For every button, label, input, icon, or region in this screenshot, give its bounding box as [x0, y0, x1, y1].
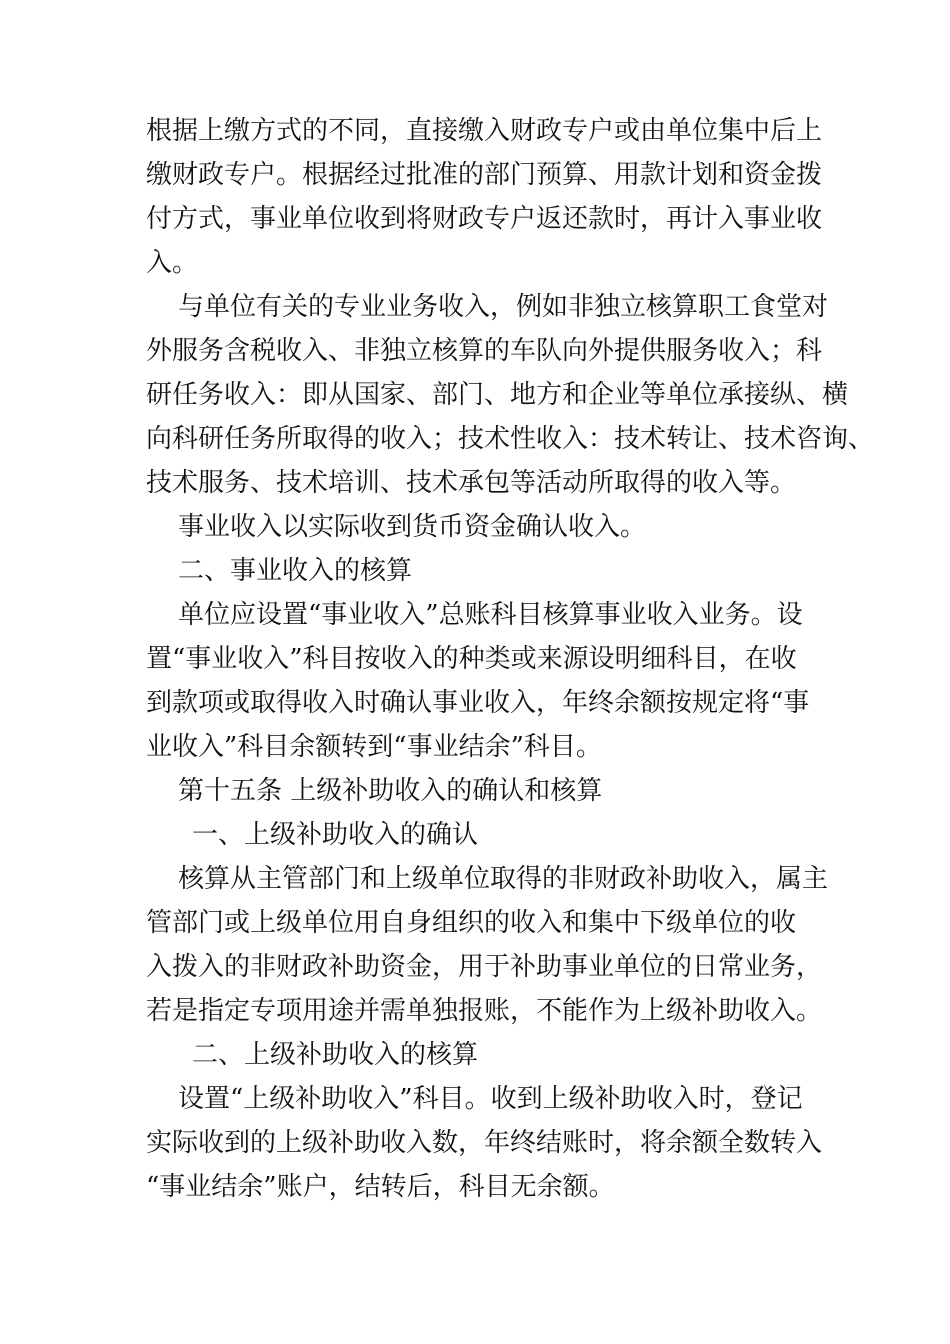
text-line: 事业收入以实际收到货币资金确认收入。 — [178, 512, 647, 542]
text-line: 入拨入的非财政补助资金，用于补助事业单位的日常业务， — [146, 952, 823, 982]
text-line: 技术服务、技术培训、技术承包等活动所取得的收入等。 — [146, 468, 797, 498]
text-line: 设置“上级补助收入”科目。收到上级补助收入时，登记 — [178, 1084, 803, 1114]
text-line: 入。 — [146, 248, 199, 278]
text-line: 实际收到的上级补助收入数，年终结账时，将余额全数转入 — [146, 1128, 823, 1158]
text-line: 业收入”科目余额转到“事业结余”科目。 — [146, 732, 602, 762]
text-line: 研任务收入：即从国家、部门、地方和企业等单位承接纵、横 — [146, 380, 849, 410]
text-line: 根据上缴方式的不同，直接缴入财政专户或由单位集中后上 — [146, 116, 823, 146]
text-line: 核算从主管部门和上级单位取得的非财政补助收入，属主 — [178, 864, 829, 894]
text-line: 管部门或上级单位用自身组织的收入和集中下级单位的收 — [146, 908, 797, 938]
text-line: 外服务含税收入、非独立核算的车队向外提供服务收入；科 — [146, 336, 823, 366]
text-line: 若是指定专项用途并需单独报账，不能作为上级补助收入。 — [146, 996, 823, 1026]
text-line: 向科研任务所取得的收入；技术性收入：技术转让、技术咨询、 — [146, 424, 875, 454]
section-heading: 一、上级补助收入的确认 — [192, 820, 479, 850]
article-heading: 第十五条 上级补助收入的确认和核算 — [178, 776, 603, 806]
text-line: 与单位有关的专业业务收入，例如非独立核算职工食堂对 — [178, 292, 829, 322]
section-heading: 二、上级补助收入的核算 — [192, 1040, 479, 1070]
section-heading: 二、事业收入的核算 — [178, 556, 413, 586]
text-line: 缴财政专户。根据经过批准的部门预算、用款计划和资金拨 — [146, 160, 823, 190]
text-line: 置“事业收入”科目按收入的种类或来源设明细科目，在收 — [146, 644, 797, 674]
text-line: 到款项或取得收入时确认事业收入，年终余额按规定将“事 — [146, 688, 810, 718]
text-line: 单位应设置“事业收入”总账科目核算事业收入业务。设 — [178, 600, 803, 630]
text-line: “事业结余”账户，结转后，科目无余额。 — [146, 1172, 615, 1202]
text-line: 付方式，事业单位收到将财政专户返还款时，再计入事业收 — [146, 204, 823, 234]
